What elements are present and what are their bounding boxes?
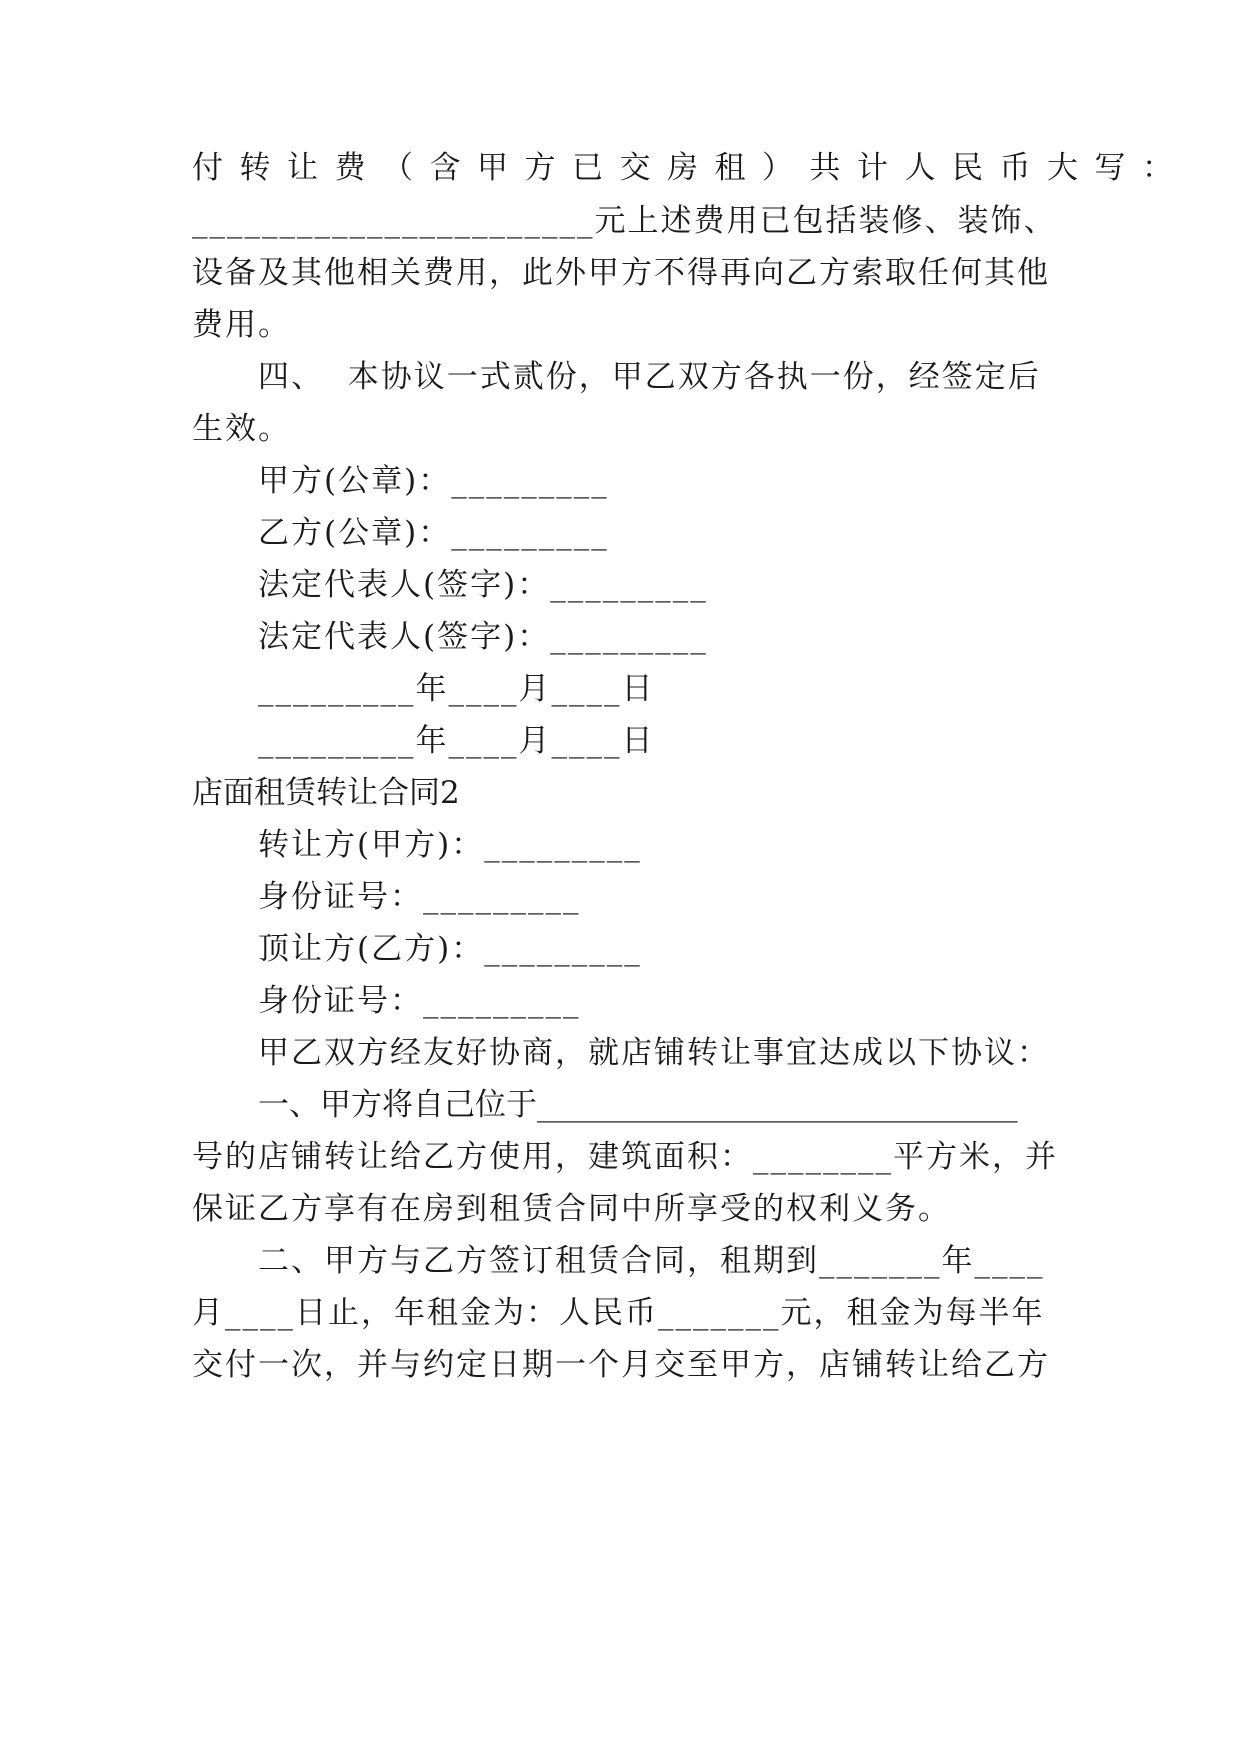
id-number-line: 身份证号：_________ — [258, 983, 581, 1019]
clause-four: 四、 本协议一式贰份，甲乙双方各执一份，经签定后 — [258, 359, 1041, 395]
paragraph-line: 生效。 — [192, 411, 291, 447]
agreement-intro: 甲乙双方经友好协商，就店铺转让事宜达成以下协议： — [258, 1035, 1050, 1071]
paragraph-line: 交付一次，并与约定日期一个月交至甲方，店铺转让给乙方 — [192, 1347, 1050, 1383]
date-line: _________年____月____日 — [258, 723, 655, 759]
paragraph-line: 付转让费（含甲方已交房租）共计人民币大写： — [192, 150, 1190, 186]
party-a-seal-line: 甲方(公章)：_________ — [258, 463, 609, 499]
paragraph-line: 月____日止，年租金为：人民币_______元，租金为每半年 — [192, 1295, 1045, 1331]
paragraph-line: 设备及其他相关费用，此外甲方不得再向乙方索取任何其他 — [192, 255, 1050, 291]
legal-rep-signature-line: 法定代表人(签字)：_________ — [258, 619, 708, 655]
party-b-seal-line: 乙方(公章)：_________ — [258, 515, 609, 551]
paragraph-line: 号的店铺转让给乙方使用，建筑面积：________平方米，并 — [192, 1139, 1058, 1175]
id-number-line: 身份证号：_________ — [258, 879, 581, 915]
section-title: 店面租赁转让合同2 — [192, 775, 460, 811]
paragraph-line: 保证乙方享有在房到租赁合同中所享受的权利义务。 — [192, 1191, 951, 1227]
paragraph-line: _______________________元上述费用已包括装修、装饰、 — [192, 203, 1057, 239]
legal-rep-signature-line: 法定代表人(签字)：_________ — [258, 567, 708, 603]
clause-two: 二、甲方与乙方签订租赁合同，租期到_______年____ — [258, 1243, 1045, 1279]
transferee-line: 顶让方(乙方)：_________ — [258, 931, 642, 967]
transferor-line: 转让方(甲方)：_________ — [258, 827, 642, 863]
date-line: _________年____月____日 — [258, 671, 655, 707]
clause-one: 一、甲方将自己位于_______________________________ — [258, 1087, 1018, 1123]
paragraph-line: 费用。 — [192, 307, 291, 343]
